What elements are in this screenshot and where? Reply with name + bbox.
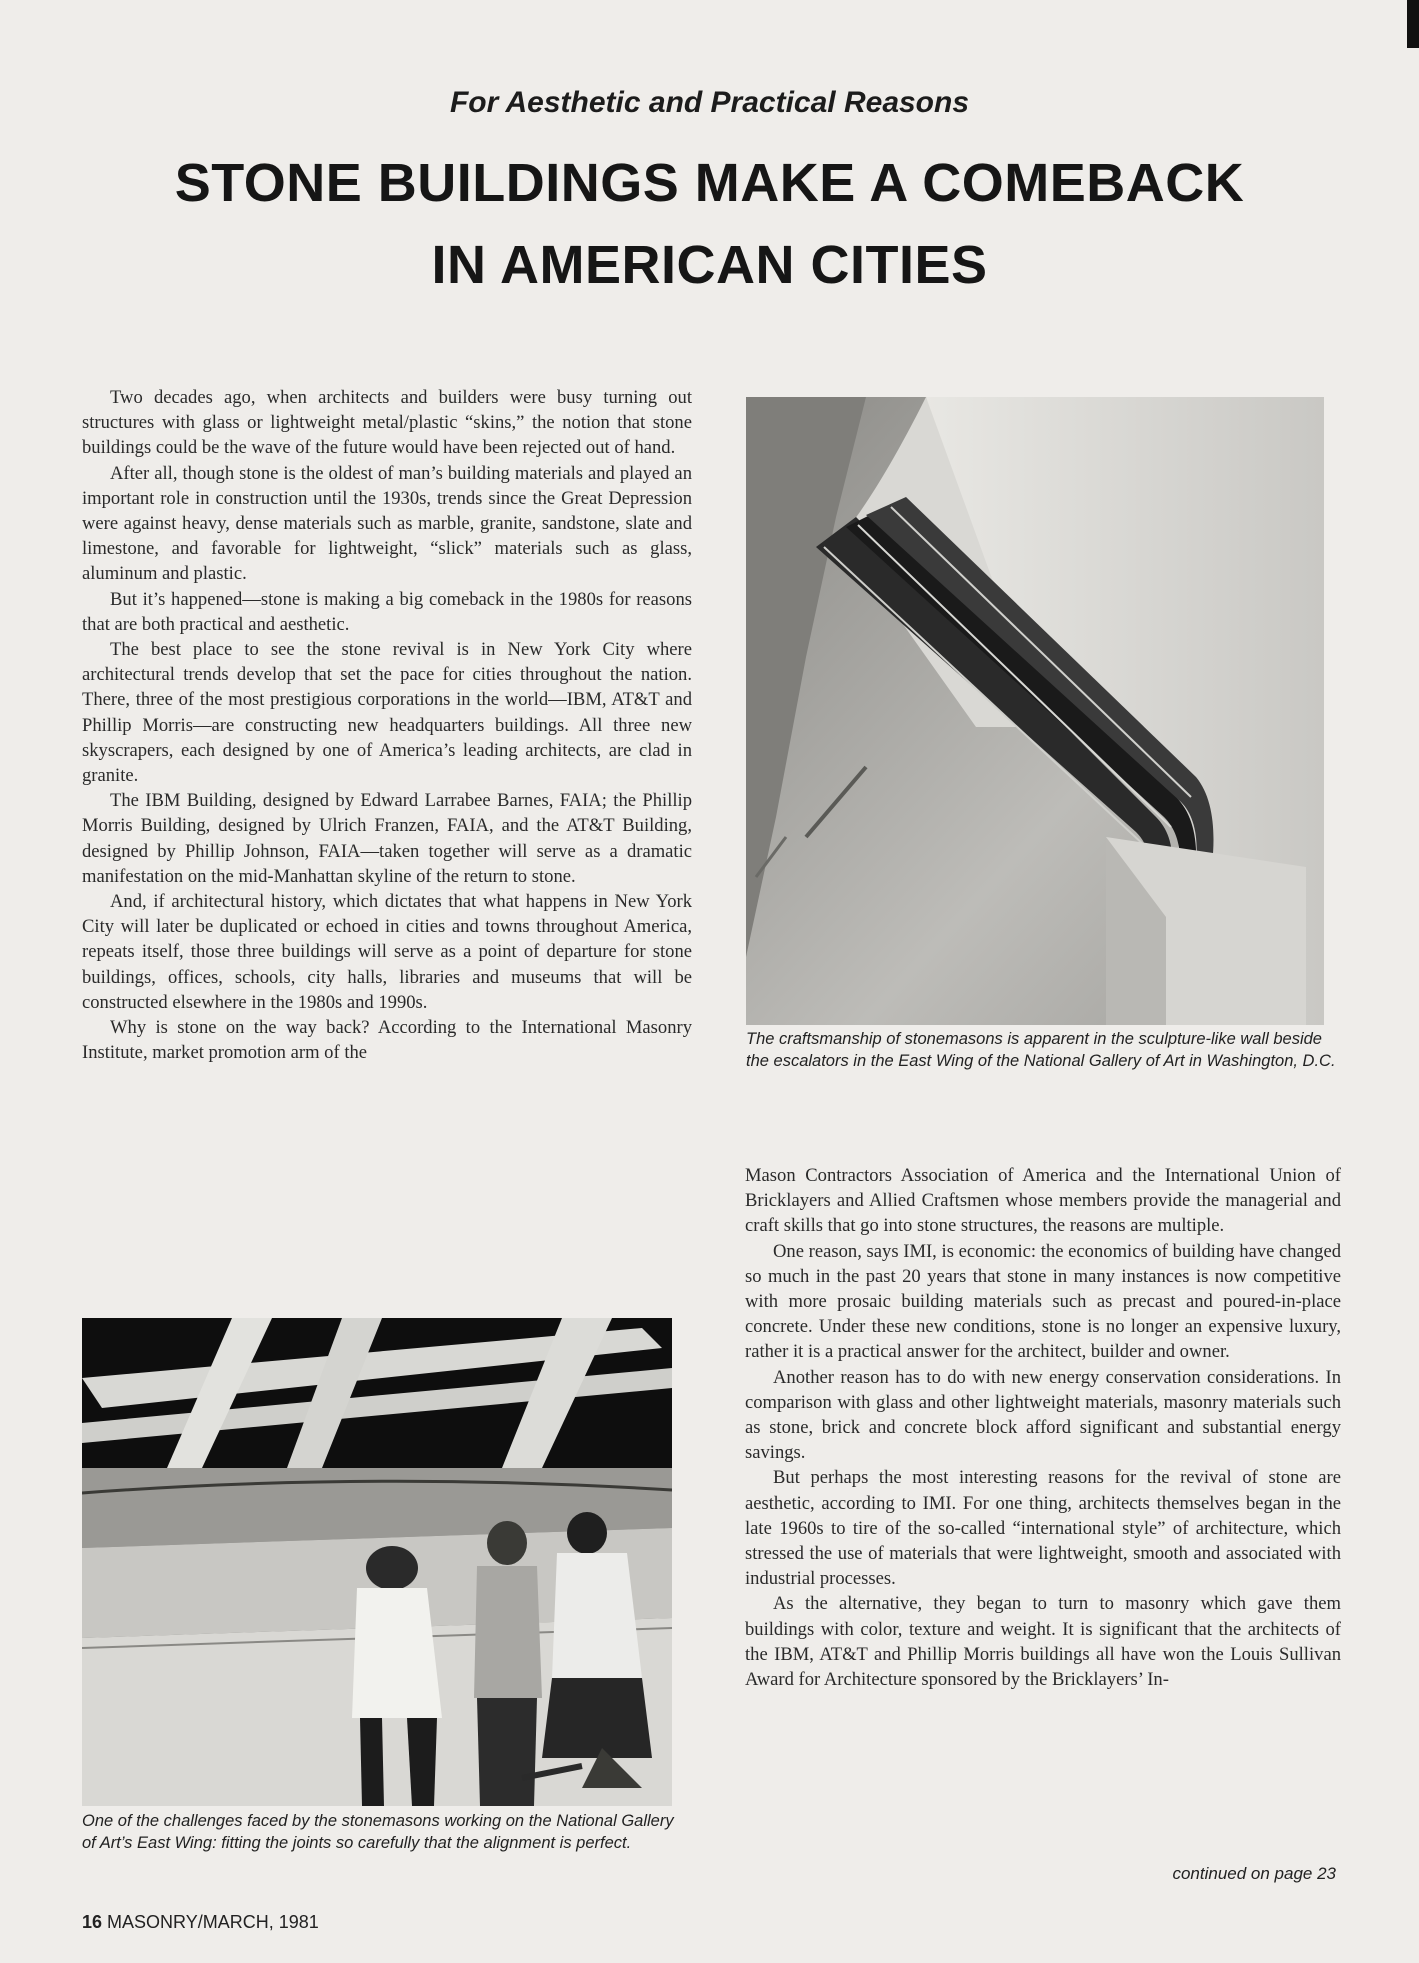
escalator-caption: The craftsmanship of stonemasons is apparent in the sculpture-like wall beside the escalators in the East Wing of the National Gallery of Art in Washington, D.C.: [746, 1030, 1336, 1070]
headline-line-2: IN AMERICAN CITIES: [431, 235, 988, 295]
page-number: 16: [82, 1912, 103, 1932]
headline-line-1: STONE BUILDINGS MAKE A COMEBACK: [174, 153, 1245, 213]
article-headline: [0, 142, 1419, 306]
paragraph: But perhaps the most interesting reasons for the revival of stone are aesthetic, according to IMI. For one thing, architects themselves began in the late 1960s to tire of the so-called “international style” of architecture, which stressed the use of materials that were lightweight, smooth and associated with industrial processes.: [745, 1467, 1341, 1590]
paragraph: But it’s happened—stone is making a big comeback in the 1980s for reasons that are both practical and aesthetic.: [82, 588, 692, 635]
escalator-photo: [746, 397, 1324, 1025]
article-kicker: For Aesthetic and Practical Reasons: [449, 86, 970, 119]
paragraph: Another reason has to do with new energy conservation considerations. In comparison with glass and other lightweight materials, masonry materials such as stone, brick and concrete block afford significant and substantial energy savings.: [745, 1366, 1341, 1464]
paragraph: After all, though stone is the oldest of man’s building materials and played an important role in construction until the 1930s, trends since the Great Depression were against heavy, dense materials such as marble, granite, sandstone, slate and limestone, and favorable for lightweight, “slick” materials such as glass, aluminum and plastic.: [82, 462, 692, 585]
paragraph: One reason, says IMI, is economic: the economics of building have changed so much in the past 20 years that stone in many instances is now competitive with more prosaic building materials such as precast and poured-in-place concrete. Under these new conditions, stone is no longer an expensive luxury, rather it is a practical answer for the architect, builder and owner.: [745, 1240, 1341, 1363]
paragraph: Why is stone on the way back? According to the International Masonry Institute, market promotion arm of the: [82, 1017, 692, 1064]
left-column: [82, 385, 692, 1065]
paragraph: The IBM Building, designed by Edward Larrabee Barnes, FAIA; the Phillip Morris Building, designed by Ulrich Franzen, FAIA, and the AT&T Building, designed by Phillip Johnson, FAIA—taken together will serve as a dramatic manifestation on the mid-Manhattan skyline of the return to stone.: [82, 790, 692, 887]
paragraph: Two decades ago, when architects and builders were busy turning out structures with glass or lightweight metal/plastic “skins,” the notion that stone buildings could be the wave of the future would have been rejected out of hand.: [82, 387, 692, 459]
paragraph: The best place to see the stone revival is in New York City where architectural trends develop that set the pace for cities throughout the nation. There, three of the most prestigious corporations in the world—IBM, AT&T and Phillip Morris—are constructing new headquarters buildings. All three new skyscrapers, each designed by one of America’s leading architects, are clad in granite.: [82, 639, 692, 787]
stonemasons-caption: One of the challenges faced by the stonemasons working on the National Gallery of Art’s East Wing: fitting the joints so carefully that the alignment is perfect.: [82, 1812, 674, 1852]
page-edge-mark: [1407, 0, 1419, 48]
issue-line: MASONRY/MARCH, 1981: [107, 1912, 319, 1932]
continued-note: continued on page 23: [1172, 1864, 1336, 1883]
paragraph: And, if architectural history, which dictates that what happens in New York City will later be duplicated or echoed in cities and towns throughout America, repeats itself, those three buildings will serve as a point of departure for stone buildings, offices, schools, city halls, libraries and museums that will be constructed elsewhere in the 1980s and 1990s.: [82, 891, 692, 1013]
stonemasons-photo: [82, 1318, 672, 1806]
paragraph: Mason Contractors Association of America and the International Union of Bricklayers and Allied Craftsmen whose members provide the managerial and craft skills that go into stone structures, the reasons are multiple.: [745, 1165, 1341, 1237]
paragraph: As the alternative, they began to turn to masonry which gave them buildings with color, texture and weight. It is significant that the architects of the IBM, AT&T and Phillip Morris buildings all have won the Louis Sullivan Award for Architecture sponsored by the Bricklayers’ In-: [745, 1593, 1341, 1691]
page-folio: [82, 1912, 319, 1933]
right-column: [745, 1163, 1341, 1692]
